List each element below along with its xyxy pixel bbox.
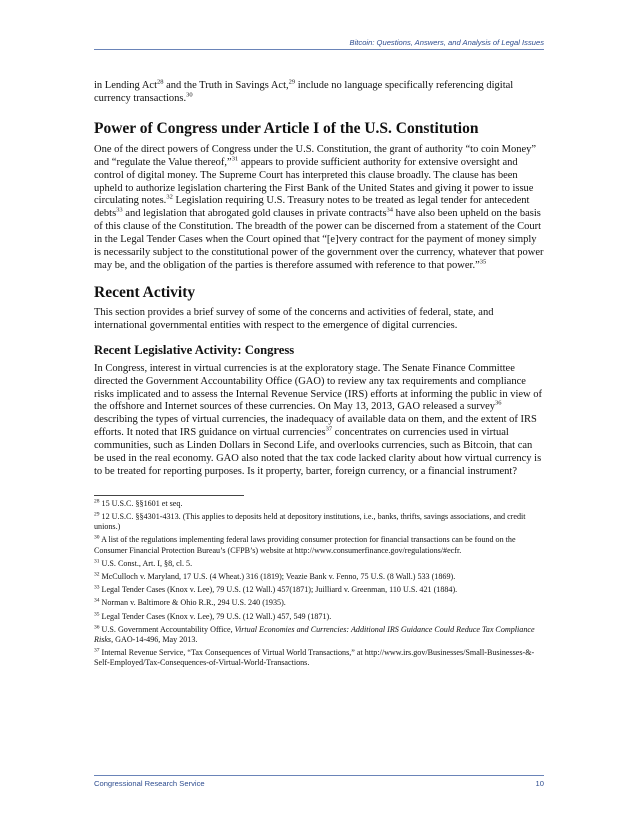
congress-text-2: describing the types of virtual currencies, the inadequacy of available data on them, and the extent of IRS efforts. It noted that IRS guidance on virtual currencies [94, 414, 537, 439]
footnote-ref-34[interactable]: 34 [386, 206, 394, 214]
footnote-ref-36[interactable]: 36 [495, 399, 502, 407]
congress-text-3: concentrates on currencies used in virtual communities, such as Linden Dollars in Second Life, and overlooks currencies, such as Bitcoin, that can be used in the real economy. GAO also noted that the tax code lacked clarity about how virtual currency is to be treated for reporting purposes. Is it property, barter, foreign currency, or a financial instrument? [94, 427, 542, 477]
footnote-text: McCulloch v. Maryland, 17 U.S. (4 Wheat.) 316 (1819); Veazie Bank v. Fenno, 75 U.S. (8 Wall.) 533 (1869). [99, 572, 456, 582]
power-text-5: have also been upheld on the basis of this clause of the Constitution. The breadth of the power can be discerned from a statement of the Court in the Legal Tender Cases when the Court opined that “[e]very contract for the payment of money simply is necessarily subject to the constitutional power of the government over the currency, whatever that power may be, and the obligation of the parties is therefore assumed with reference to that power.” [94, 208, 544, 271]
intro-text-3: include no language specifically referencing digital currency transactions. [94, 80, 514, 104]
heading-legislative-congress: Recent Legislative Activity: Congress [94, 342, 295, 357]
footnote-30 [94, 535, 544, 555]
footnote-separator [94, 495, 244, 496]
footnote-number: 28 [94, 498, 100, 505]
footnote-text: Legal Tender Cases (Knox v. Lee), 79 U.S. (12 Wall.) 457(1871); Juilliard v. Greenman, 110 U.S. 421 (1884). [99, 585, 458, 595]
intro-text-2: and the Truth in Savings Act, [163, 80, 289, 91]
footnote-33 [94, 585, 544, 595]
footnote-36 [94, 625, 544, 645]
footnote-text: U.S. Const., Art. I, §8, cl. 5. [99, 558, 193, 568]
congress-paragraph [94, 363, 544, 479]
footnote-32 [94, 572, 544, 582]
footnote-number: 34 [94, 597, 100, 604]
footnote-number: 36 [94, 624, 100, 631]
footnote-text: 12 U.S.C. §§4301-4313. (This applies to deposits held at depository institutions, i.e., banks, thrifts, savings associations, and credit unions.) [94, 512, 526, 532]
footnote-number: 32 [94, 571, 100, 578]
footer-rule [94, 775, 544, 776]
footnote-number: 30 [94, 534, 100, 541]
intro-paragraph [94, 80, 544, 106]
footnote-number: 37 [94, 647, 100, 654]
footer-source: Congressional Research Service [94, 779, 205, 788]
footnote-37 [94, 648, 544, 668]
footnote-text: Legal Tender Cases (Knox v. Lee), 79 U.S. (12 Wall.) 457, 549 (1871). [99, 611, 332, 621]
footnote-report-title: Virtual Economies and Currencies: Additional IRS Guidance Could Reduce Tax Compliance Risks [94, 624, 535, 645]
footnote-number: 31 [94, 558, 100, 565]
footnote-number: 29 [94, 511, 100, 518]
footnote-35 [94, 612, 544, 622]
footnote-number: 35 [94, 610, 100, 617]
power-text-2: appears to provide sufficient authority for extensive oversight and control of digital money. The Supreme Court has interpreted this clause broadly. The clause has been upheld to authorize legislation chartering the First Bank of the United States and giving it power to issue circulating notes. [94, 156, 534, 207]
footnote-ref-35[interactable]: 35 [479, 258, 487, 266]
power-paragraph [94, 144, 544, 273]
congress-text-1: In Congress, interest in virtual currencies is at the exploratory stage. The Senate Finance Committee directed the Government Accountability Office (GAO) to review any tax requirements and compliance risks implicated and to assess the Internal Revenue Service (IRS) efforts at informing the public in view of the offshore and Internet sources of these currencies. On May 13, 2013, GAO released a survey [94, 362, 542, 413]
footnote-ref-31[interactable]: 31 [231, 155, 239, 163]
header-rule [94, 49, 544, 50]
page-number: 10 [535, 779, 544, 788]
page-content [94, 80, 544, 672]
recent-paragraph: This section provides a brief survey of some of the concerns and activities of federal, state, and international governmental entities with respect to the emergence of digital currencies. [94, 306, 494, 331]
footnote-ref-30[interactable]: 30 [186, 91, 193, 99]
footnote-ref-33[interactable]: 33 [116, 206, 123, 214]
running-header: Bitcoin: Questions, Answers, and Analysis of Legal Issues [349, 38, 544, 47]
footnote-text: A list of the regulations implementing federal laws providing consumer protection for financial transactions can be found on the Consumer Financial Protection Bureau’s (CFPB’s) website at http://www.consumerfinance.gov/regulations/#ecfr. [94, 535, 516, 555]
footnote-ref-37[interactable]: 37 [325, 425, 333, 433]
footnote-ref-28[interactable]: 28 [157, 78, 164, 86]
heading-power-of-congress: Power of Congress under Article I of the U.S. Constitution [94, 119, 479, 137]
footnote-ref-32[interactable]: 32 [166, 193, 173, 201]
footnote-number: 33 [94, 584, 100, 591]
footnote-text-end: , GAO-14-496, May 2013. [111, 635, 198, 645]
heading-recent-activity: Recent Activity [94, 283, 196, 301]
footnote-ref-29[interactable]: 29 [288, 78, 296, 86]
intro-text-1: in Lending Act [94, 80, 157, 91]
footnote-text: Norman v. Baltimore & Ohio R.R., 294 U.S. 240 (1935). [99, 598, 286, 608]
footnotes [94, 499, 544, 669]
power-text-1: One of the direct powers of Congress under the U.S. Constitution, the grant of authority “to coin Money” and “regulate the Value thereof,” [94, 143, 537, 168]
footnote-text: Internal Revenue Service, “Tax Consequences of Virtual World Transactions,” at http://www.irs.gov/Businesses/Small-Businesses-&-Self-Employed/Tax-Consequences-of-Virtual-World-Transactions. [94, 648, 535, 668]
power-text-4: and legislation that abrogated gold clauses in private contracts [122, 208, 387, 220]
footnote-34 [94, 598, 544, 608]
footnote-text: U.S. Government Accountability Office, [99, 624, 235, 634]
footnote-28 [94, 499, 544, 509]
power-text-3: Legislation requiring U.S. Treasury notes to be treated as legal tender for antecedent debts [94, 195, 530, 220]
footnote-text: 15 U.S.C. §§1601 et seq. [99, 498, 183, 508]
footnote-31 [94, 559, 544, 569]
footnote-29 [94, 512, 544, 532]
